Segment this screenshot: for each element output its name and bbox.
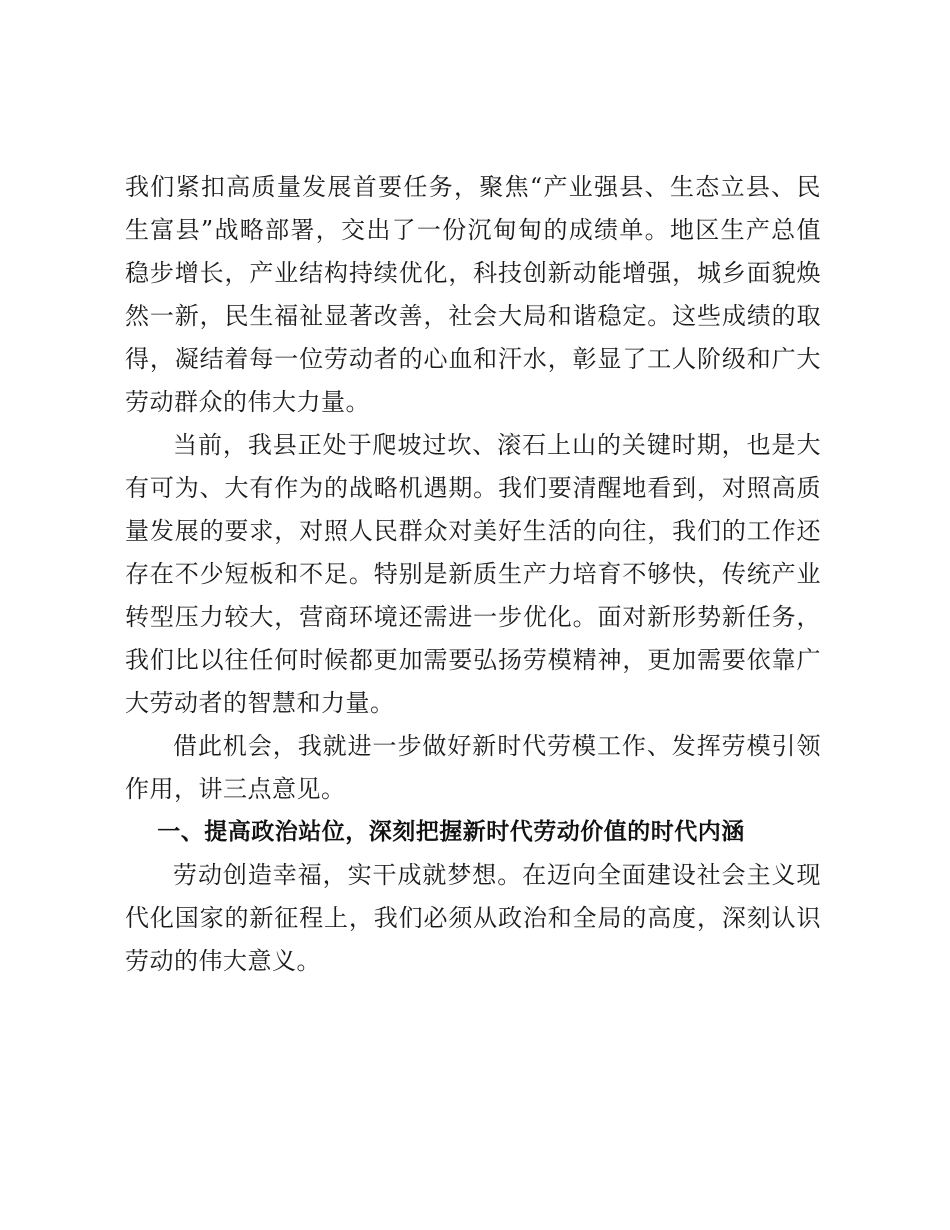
paragraph-labor-value: 劳动创造幸福，实干成就梦想。在迈向全面建设社会主义现代化国家的新征程上，我们必须从政治和全局的高度，深刻认识劳动的伟大意义。 bbox=[125, 861, 821, 975]
section-heading-one: 一、提高政治站位，深刻把握新时代劳动价值的时代内涵 bbox=[157, 819, 745, 845]
paragraph-opinions-intro: 借此机会，我就进一步做好新时代劳模工作、发挥劳模引领作用，讲三点意见。 bbox=[125, 732, 821, 803]
document-body bbox=[125, 166, 821, 983]
paragraph-current-situation: 当前，我县正处于爬坡过坎、滚石上山的关键时期，也是大有可为、大有作为的战略机遇期。我们要清醒地看到，对照高质量发展的要求，对照人民群众对美好生活的向往，我们的工作还存在不少短板和不足。特别是新质生产力培育不够快，传统产业转型压力较大，营商环境还需进一步优化。面对新形势新任务，我们比以往任何时候都更加需要弘扬劳模精神，更加需要依靠广大劳动者的智慧和力量。 bbox=[125, 431, 821, 717]
paragraph-achievements: 我们紧扣高质量发展首要任务，聚焦“产业强县、生态立县、民生富县”战略部署，交出了一份沉甸甸的成绩单。地区生产总值稳步增长，产业结构持续优化，科技创新动能增强，城乡面貌焕然一新，民生福祉显著改善，社会大局和谐稳定。这些成绩的取得，凝结着每一位劳动者的心血和汗水，彰显了工人阶级和广大劳动群众的伟大力量。 bbox=[125, 173, 821, 416]
